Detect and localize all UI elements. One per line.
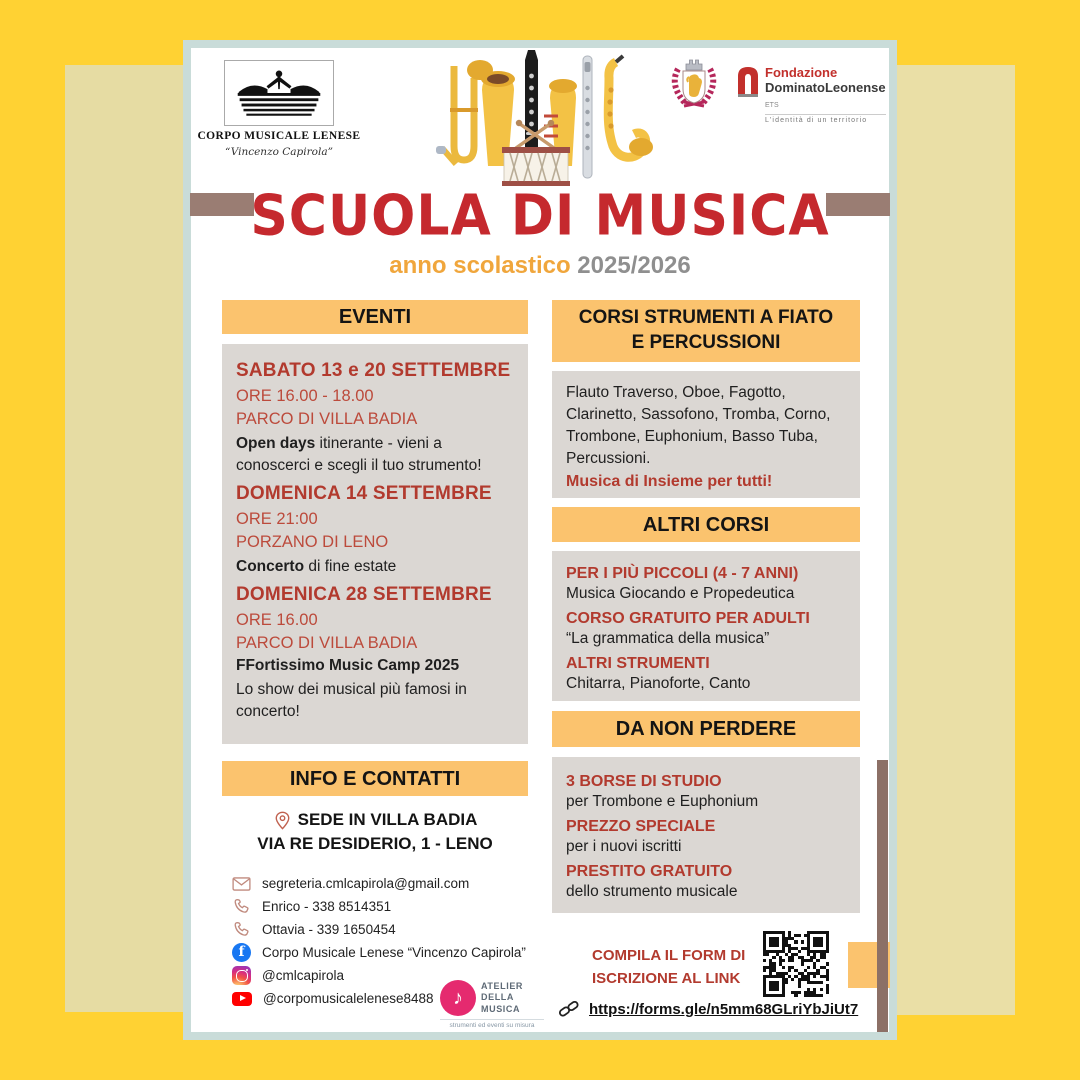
corpo-musicale-logo bbox=[224, 60, 334, 126]
event-place: PARCO DI VILLA BADIA bbox=[236, 634, 418, 652]
contact-row bbox=[232, 941, 532, 964]
link-icon bbox=[558, 998, 580, 1020]
course-heading: CORSO GRATUITO PER ADULTI bbox=[566, 610, 810, 627]
atelier-tagline: strumenti ed eventi su misura bbox=[440, 1019, 544, 1029]
event-name: FFortissimo Music Camp 2025 bbox=[236, 657, 460, 674]
contact-instagram: @cmlcapirola bbox=[262, 968, 344, 983]
event-title: DOMENICA 14 SETTEMBRE bbox=[236, 483, 492, 504]
form-link-row bbox=[558, 998, 858, 1020]
location-pin-icon bbox=[273, 811, 292, 830]
event-description: Open days itinerante - vieni a conoscerci e scegli il tuo strumento! bbox=[236, 435, 482, 474]
event-title: SABATO 13 e 20 SETTEMBRE bbox=[236, 360, 511, 381]
course-text: Musica Giocando e Propedeutica bbox=[566, 585, 795, 602]
course-heading: PER I PIÙ PICCOLI (4 - 7 ANNI) bbox=[566, 565, 799, 582]
corsi-fiato-list: Flauto Traverso, Oboe, Fagotto, Clarinetto, Sassofono, Tromba, Corno, Trombone, Euphonium, Basso Tuba, Percussioni. bbox=[566, 384, 831, 467]
conductor-logo-icon bbox=[231, 66, 327, 120]
section-header-eventi: EVENTI bbox=[222, 300, 528, 334]
youtube-icon bbox=[232, 992, 252, 1006]
right-accent-bar bbox=[877, 760, 888, 1032]
contact-phone: Ottavia - 339 1650454 bbox=[262, 922, 396, 937]
event-place: PARCO DI VILLA BADIA bbox=[236, 410, 418, 428]
da-non-perdere-box bbox=[552, 757, 860, 913]
event-time: ORE 16.00 bbox=[236, 611, 318, 629]
offer-heading: PREZZO SPECIALE bbox=[566, 818, 716, 835]
address-block bbox=[222, 810, 528, 854]
instruments-illustration bbox=[420, 48, 660, 193]
form-link[interactable]: https://forms.gle/n5mm68GLriYbJiUt7 bbox=[589, 1000, 859, 1018]
facebook-icon: f bbox=[232, 943, 251, 962]
phone-icon bbox=[233, 921, 250, 938]
event-time: ORE 16.00 - 18.00 bbox=[236, 387, 374, 405]
event-time: ORE 21:00 bbox=[236, 510, 318, 528]
offer-heading: 3 BORSE DI STUDIO bbox=[566, 773, 722, 790]
foundation-logo bbox=[737, 65, 886, 124]
event-title: DOMENICA 28 SETTEMBRE bbox=[236, 584, 492, 605]
corsi-fiato-box bbox=[552, 371, 860, 498]
contact-email: segreteria.cmlcapirola@gmail.com bbox=[262, 876, 470, 891]
qr-code bbox=[760, 928, 832, 1000]
section-header-info-contatti: INFO E CONTATTI bbox=[222, 761, 528, 796]
section-header-da-non-perdere: DA NON PERDERE bbox=[552, 711, 860, 747]
contact-row bbox=[232, 872, 532, 895]
course-text: “La grammatica della musica” bbox=[566, 630, 770, 647]
page-subtitle bbox=[192, 252, 888, 280]
municipal-crest-icon bbox=[664, 56, 724, 124]
subtitle-label: anno scolastico bbox=[389, 252, 571, 279]
instagram-icon bbox=[232, 966, 251, 985]
offer-text: per i nuovi iscritti bbox=[566, 838, 682, 855]
contact-facebook: Corpo Musicale Lenese “Vincenzo Capirola” bbox=[262, 945, 526, 960]
org-name: CORPO MUSICALE LENESE bbox=[197, 130, 361, 142]
atelier-della-musica-logo: ♪ ATELIER DELLA MUSICA strumenti ed eventi su misura bbox=[440, 980, 544, 1029]
foundation-tagline: L'identità di un territorio bbox=[765, 114, 886, 124]
offer-text: per Trombone e Euphonium bbox=[566, 793, 759, 810]
phone-icon bbox=[233, 898, 250, 915]
background-accent-right bbox=[897, 65, 1015, 1015]
events-box bbox=[222, 344, 528, 744]
event-description: Lo show dei musical più famosi in concerto! bbox=[236, 681, 467, 720]
foundation-suffix: ETS bbox=[765, 101, 779, 109]
contact-phone: Enrico - 338 8514351 bbox=[262, 899, 392, 914]
section-header-altri-corsi: ALTRI CORSI bbox=[552, 507, 860, 542]
foundation-name-line1: Fondazione bbox=[765, 65, 838, 80]
foundation-name-line2: DominatoLeonense bbox=[765, 79, 886, 95]
offer-heading: PRESTITO GRATUITO bbox=[566, 863, 733, 880]
subtitle-year: 2025/2026 bbox=[577, 252, 691, 279]
contact-youtube: @corpomusicalelenese8488 bbox=[263, 991, 434, 1006]
altri-corsi-box bbox=[552, 551, 860, 701]
event-description: Concerto di fine estate bbox=[236, 558, 397, 575]
event-item bbox=[236, 483, 514, 578]
event-item bbox=[236, 360, 514, 477]
foundation-arch-icon bbox=[737, 66, 759, 98]
corsi-fiato-highlight: Musica di Insieme per tutti! bbox=[566, 473, 773, 490]
course-text: Chitarra, Pianoforte, Canto bbox=[566, 675, 751, 692]
contact-row bbox=[232, 895, 532, 918]
address-line2: VIA RE DESIDERIO, 1 - LENO bbox=[257, 834, 493, 853]
event-item bbox=[236, 584, 514, 723]
music-note-icon: ♪ bbox=[440, 980, 476, 1016]
offer-text: dello strumento musicale bbox=[566, 883, 738, 900]
form-cta: COMPILA IL FORM DI ISCRIZIONE AL LINK bbox=[592, 947, 746, 988]
background-accent-left bbox=[65, 65, 191, 1012]
course-heading: ALTRI STRUMENTI bbox=[566, 655, 710, 672]
org-motto: “Vincenzo Capirola” bbox=[225, 146, 333, 158]
section-header-corsi-fiato: CORSI STRUMENTI A FIATO E PERCUSSIONI bbox=[552, 300, 860, 362]
mail-icon bbox=[232, 877, 251, 891]
contact-row bbox=[232, 918, 532, 941]
event-place: PORZANO DI LENO bbox=[236, 533, 389, 551]
address-line1: SEDE IN VILLA BADIA bbox=[297, 810, 478, 829]
page-title: SCUOLA DI MUSICA bbox=[250, 183, 830, 249]
